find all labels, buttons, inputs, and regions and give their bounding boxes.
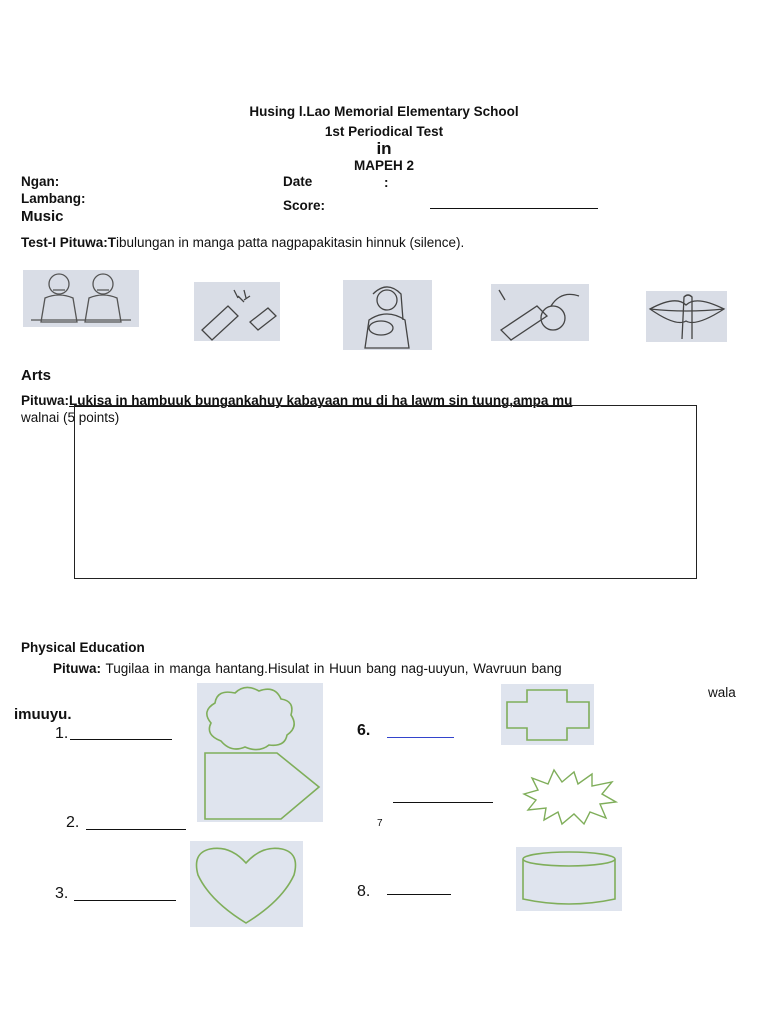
whistle-icon[interactable] [491,284,589,341]
test-title: 1st Periodical Test [324,124,444,139]
heart-shape [190,841,303,927]
pe-instruction-end: imuuyu. [14,706,72,723]
section-label: Lambang: [21,191,86,206]
drawing-box[interactable] [74,405,697,579]
pe-heading: Physical Education [21,640,145,655]
pe-instruction [53,661,562,676]
item-1-blank[interactable] [70,739,172,740]
starburst-shape [516,768,620,826]
item-3-blank[interactable] [74,900,176,901]
music-instruction-text: ibulungan in manga patta nagpapakitasin hinnuk (silence). [116,235,465,250]
item-1-number: 1. [55,725,69,742]
pe-instruction-wala: wala [708,685,736,700]
in-word: in [376,139,392,158]
music-instruction-label: Test-I Pituwa:T [21,235,117,250]
item-6-number: 6. [357,722,371,739]
date-colon: : [384,175,389,190]
date-label: Date [283,174,313,189]
arts-instruction-label: Pituwa: [21,393,70,408]
children-covering-mouths-icon[interactable] [23,270,139,327]
arts-instruction-points: walnai (5 points) [21,410,120,425]
pe-instruction-text: Tugilaa in manga hantang.Hisulat in Huun bang nag-uuyun, Wavruun bang [105,661,562,676]
item-7-blank[interactable] [393,802,493,803]
cross-shape [501,684,594,745]
finger-on-lips-icon[interactable] [646,291,727,342]
item-7-number: 7 [377,818,383,829]
mother-with-baby-icon[interactable] [343,280,432,350]
item-2-blank[interactable] [86,829,186,830]
pe-instruction-label: Pituwa: [53,661,102,676]
item-8-blank[interactable] [387,894,451,895]
score-label: Score: [283,198,326,213]
cloud-pentagon-shape [197,683,323,822]
school-name: Husing l.Lao Memorial Elementary School [249,104,519,119]
arts-heading: Arts [21,367,52,384]
item-8-number: 8. [357,883,371,900]
cylinder-shape [516,847,622,911]
spray-can-icon[interactable] [194,282,280,341]
item-2-number: 2. [66,814,80,831]
music-heading: Music [21,208,64,225]
subject-title: MAPEH 2 [353,158,414,173]
item-6-blank[interactable] [387,737,454,738]
score-blank[interactable] [430,208,598,209]
arts-instruction-underlined: Lukisa in hambuuk bungankahuy kabayaan mu di ha lawm sin tuung,ampa mu [69,393,573,408]
name-label: Ngan: [21,174,60,189]
item-3-number: 3. [55,885,69,902]
music-instruction [21,235,464,250]
